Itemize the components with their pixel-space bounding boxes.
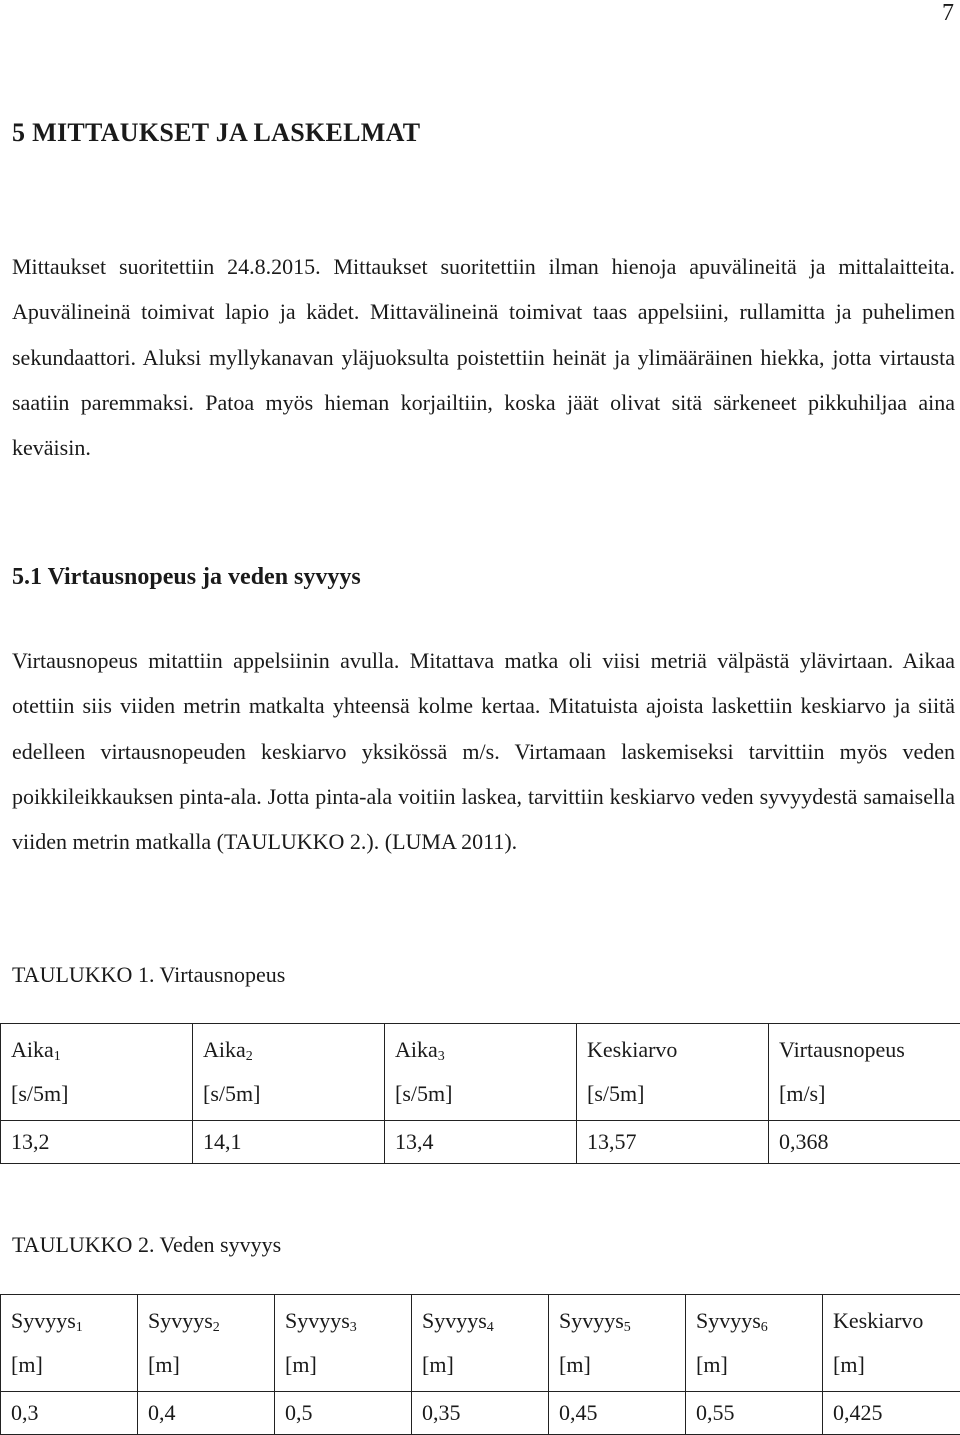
table-header-cell: Aika$_1$ [s/5m]: [1, 1024, 193, 1121]
table-header-cell: Virtausnopeus [m/s]: [769, 1024, 960, 1121]
table-cell: 0,4: [138, 1392, 275, 1435]
page-number: 7: [942, 0, 954, 27]
table-cell: 0,45: [549, 1392, 686, 1435]
table-header-cell: Syvyys$_2$ [m]: [138, 1295, 275, 1392]
intro-paragraph: Mittaukset suoritettiin 24.8.2015. Mittaukset suoritettiin ilman hienoja apuvälineitä ja mittalaitteita. Apuvälineinä toimivat lapio ja kädet. Mittavälineinä toimivat taas appelsiini, rullamitta ja puhelimen sekundaattori. Aluksi myllykanavan yläjuoksulta poistettiin heinät ja ylimääräinen hiekka, jotta virtausta saatiin paremmaksi. Patoa myös hieman korjailtiin, koska jäät olivat sitä särkeneet pikkuhiljaa aina keväisin.: [12, 244, 955, 470]
table1-caption: TAULUKKO 1. Virtausnopeus: [12, 962, 285, 988]
table-cell: 13,2: [1, 1121, 193, 1164]
table-header-cell: Syvyys$_6$ [m]: [686, 1295, 823, 1392]
table-cell: 13,4: [385, 1121, 577, 1164]
table-header-row: [1, 1295, 960, 1392]
table-header-cell: Syvyys$_4$ [m]: [412, 1295, 549, 1392]
table-header-cell: Syvyys$_3$ [m]: [275, 1295, 412, 1392]
flow-velocity-table: [0, 1023, 960, 1164]
table2-caption: TAULUKKO 2. Veden syvyys: [12, 1232, 281, 1258]
table-cell: 0,425: [823, 1392, 960, 1435]
section-paragraph: Virtausnopeus mitattiin appelsiinin avulla. Mitattava matka oli viisi metriä välpästä ylävirtaan. Aikaa otettiin siis viiden metrin matkalta yhteensä kolme kertaa. Mitatuista ajoista laskettiin keskiarvo ja siitä edelleen virtausnopeuden keskiarvo yksikössä m/s. Virtamaan laskemiseksi tarvittiin myös veden poikkileikkauksen pinta-ala. Jotta pinta-ala voitiin laskea, tarvittiin keskiarvo veden syvyydestä samaisella viiden metrin matkalla (TAULUKKO 2.). (LUMA 2011).: [12, 638, 955, 864]
table-cell: 0,3: [1, 1392, 138, 1435]
table-row: [1, 1121, 960, 1164]
chapter-heading: 5 MITTAUKSET JA LASKELMAT: [12, 118, 420, 148]
table-header-cell: Syvyys$_1$ [m]: [1, 1295, 138, 1392]
table-cell: 0,368: [769, 1121, 960, 1164]
table-header-cell: Aika$_2$ [s/5m]: [193, 1024, 385, 1121]
table-cell: 0,55: [686, 1392, 823, 1435]
table-header-cell: Aika$_3$ [s/5m]: [385, 1024, 577, 1121]
table-cell: 0,5: [275, 1392, 412, 1435]
table-cell: 13,57: [577, 1121, 769, 1164]
table-header-row: [1, 1024, 960, 1121]
table-header-cell: Syvyys$_5$ [m]: [549, 1295, 686, 1392]
table-row: [1, 1392, 960, 1435]
table-header-cell: Keskiarvo [s/5m]: [577, 1024, 769, 1121]
table-header-cell: Keskiarvo [m]: [823, 1295, 960, 1392]
water-depth-table: [0, 1294, 960, 1435]
section-heading: 5.1 Virtausnopeus ja veden syvyys: [12, 564, 361, 591]
table-cell: 14,1: [193, 1121, 385, 1164]
table-cell: 0,35: [412, 1392, 549, 1435]
